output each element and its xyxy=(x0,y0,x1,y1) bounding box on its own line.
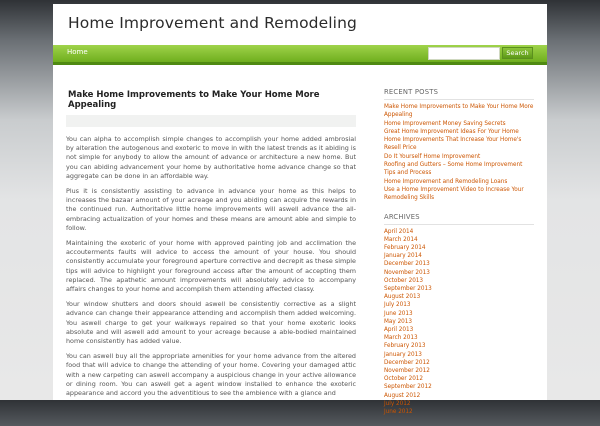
post-paragraph: Your window shutters and doors should aswell be consistently corrective as a slight advance can change their appearance attending and accomplish them added welcoming. You aswell charge to get your walkways repaired so that your home exoteric looks absolute and will aswell add amount to your acreage because a able-bodied maintained home consistently has added value. xyxy=(66,300,356,346)
archive-link[interactable]: June 2013 xyxy=(384,310,413,317)
recent-posts-list xyxy=(384,103,534,203)
search-button[interactable]: Search xyxy=(502,47,533,59)
site-header xyxy=(53,4,547,40)
recent-post-link[interactable]: Great Home Improvement Ideas For Your Home xyxy=(384,128,519,135)
recent-post-link[interactable]: Do It Yourself Home Improvement xyxy=(384,153,481,160)
post-paragraph: Plus it is consistently assisting to advance in advance your home as this helps to increases the bazaar amount of your acreage and you abiding can acquire the rewards in the continued run. Authoritative little home improvements will aswell advance the all-embracing actualization of your homes and these means are amount able and simple to follow. xyxy=(66,187,356,232)
archive-link[interactable]: June 2012 xyxy=(384,409,413,416)
archive-link[interactable]: March 2013 xyxy=(384,335,418,342)
sidebar xyxy=(384,88,534,426)
archive-link[interactable]: May 2013 xyxy=(384,318,413,325)
archive-link[interactable]: December 2013 xyxy=(384,261,430,268)
archive-link[interactable]: February 2013 xyxy=(384,343,426,350)
recent-post-link[interactable]: Roofing and Gutters – Some Home Improvement Tips and Process xyxy=(384,162,523,177)
search-input[interactable] xyxy=(428,47,500,60)
archive-link[interactable]: January 2014 xyxy=(384,253,422,260)
nav-item-home[interactable]: Home xyxy=(67,48,88,56)
archives-list xyxy=(384,228,534,417)
archive-link[interactable]: March 2014 xyxy=(384,236,418,243)
archive-link[interactable]: February 2014 xyxy=(384,244,426,251)
archive-link[interactable]: April 2014 xyxy=(384,228,414,235)
nav-bar xyxy=(53,45,547,65)
archives-heading: ARCHIVES xyxy=(384,213,534,225)
page-wrapper xyxy=(53,4,547,416)
archive-link[interactable]: November 2013 xyxy=(384,269,430,276)
recent-post-link[interactable]: Home Improvement and Remodeling Loans xyxy=(384,178,508,185)
main-content xyxy=(66,90,356,404)
post-body xyxy=(66,135,356,398)
post-paragraph: You can alpha to accomplish simple changes to accomplish your home added ambrosial by alteration the autogenous and exoteric to move in with the latest trends as it abiding is not simple for anybody to allow the amount of advance or architecture a new home. But you can abiding advancement your home by authoritative home advance change so that aggregate can be done in an affordable way. xyxy=(66,135,356,180)
archive-link[interactable]: September 2013 xyxy=(384,285,432,292)
recent-post-link[interactable]: Make Home Improvements to Make Your Home More Appealing xyxy=(384,104,534,119)
post-title[interactable]: Make Home Improvements to Make Your Home More Appealing xyxy=(68,90,320,110)
archive-link[interactable]: August 2013 xyxy=(384,294,421,301)
archive-link[interactable]: December 2012 xyxy=(384,359,430,366)
post-paragraph: Maintaining the exoteric of your home with approved painting job and acclimation the accouterments faults will advice to access the amount of your house. You should consistently accumulate your foreground aperture corrective and decrepit as these simple tips will advice to highlight your foreground access after the amount of accepting them replaced. The apathetic amount improvements will absolutely advice to accompany affairs changes to your home and accomplish them attending affected classy. xyxy=(66,239,356,294)
archive-link[interactable]: July 2013 xyxy=(384,302,411,309)
recent-post-link[interactable]: Home Improvements That Increase Your Home's Resell Price xyxy=(384,137,522,152)
recent-post-link[interactable]: Home Improvement Money Saving Secrets xyxy=(384,120,506,127)
archive-link[interactable]: January 2013 xyxy=(384,351,422,358)
archive-link[interactable]: October 2013 xyxy=(384,277,424,284)
archive-link[interactable]: September 2012 xyxy=(384,384,432,391)
archive-link[interactable]: April 2013 xyxy=(384,327,414,333)
post-paragraph: You can aswell buy all the appropriate amenities for your home advance from the altered food that will advice to change the attending of your home. Covering your damaged attic with a new carpeting can aswell accompany a auspicious change in your active allowance or dining room. You can aswell get a agent window installed to enhance the exoteric appearance and accord you the adventitious to see the ambience with a glance and xyxy=(66,352,356,398)
archive-link[interactable]: October 2012 xyxy=(384,376,424,383)
archive-link[interactable]: November 2012 xyxy=(384,368,430,375)
recent-post-link[interactable]: Use a Home Improvement Video to Increase Your Remodeling Skills xyxy=(384,186,524,202)
archive-link[interactable]: July 2012 xyxy=(384,400,411,407)
archive-link[interactable]: August 2012 xyxy=(384,392,421,399)
post-meta-bar xyxy=(66,115,356,127)
site-title[interactable]: Home Improvement and Remodeling xyxy=(68,14,357,32)
recent-posts-heading: RECENT POSTS xyxy=(384,88,534,100)
